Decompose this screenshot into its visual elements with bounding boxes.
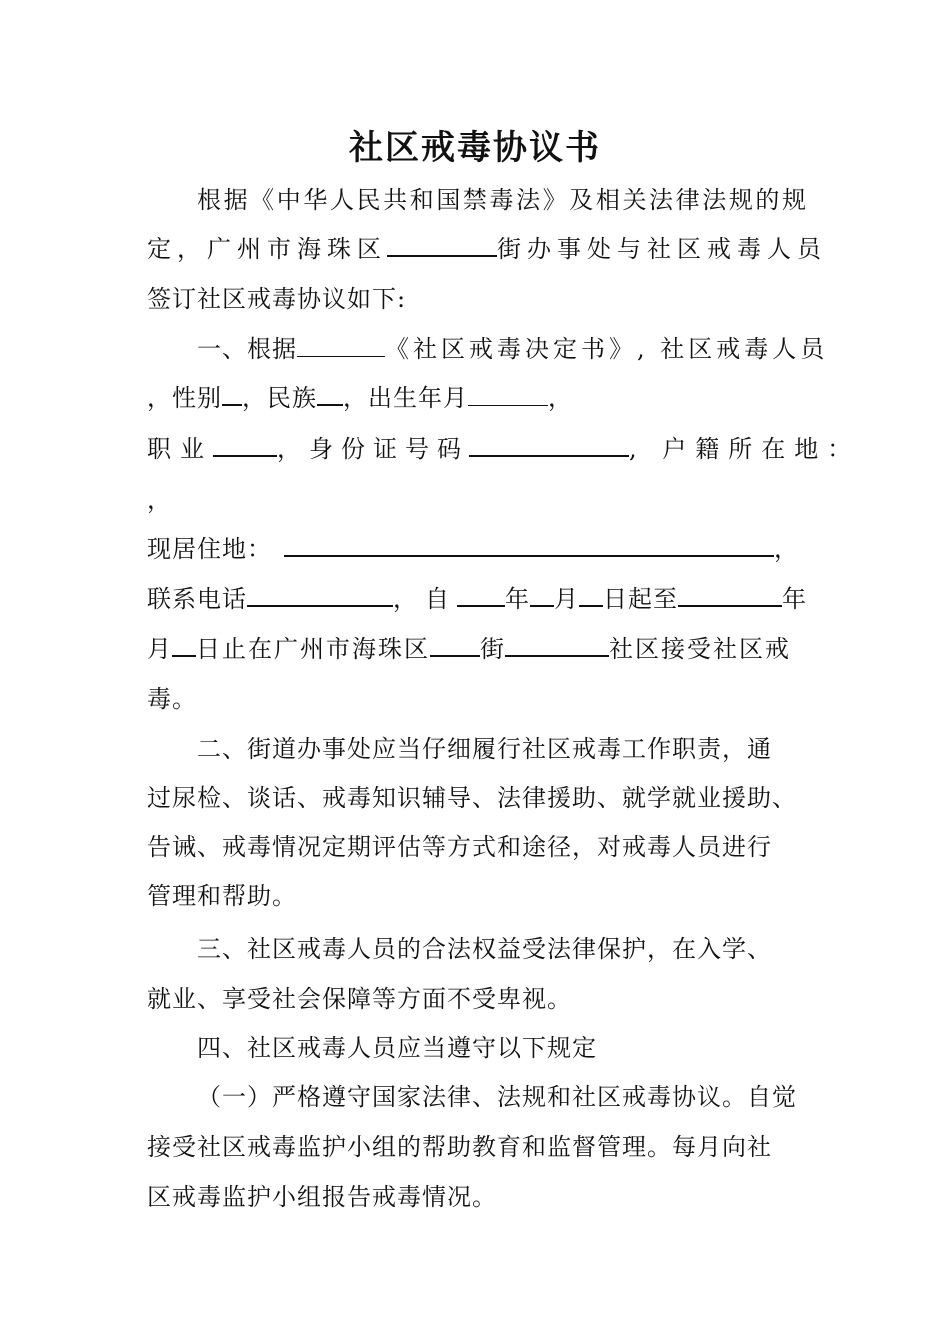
- clause-3-line-1: 三、社区戒毒人员的合法权益受法律保护，在入学、: [197, 935, 772, 963]
- clause-1-line-8: 毒。: [147, 685, 197, 713]
- residence-blank[interactable]: [284, 533, 774, 557]
- sub-clause-1-line-3: 区戒毒监护小组报告戒毒情况。: [147, 1183, 497, 1211]
- clause-1-line-2: ，性别 ，民族 ，出生年月 ，: [147, 384, 573, 412]
- start-year-blank[interactable]: [457, 583, 505, 607]
- clause-2-line-3: 告诫、戒毒情况定期评估等方式和途径，对戒毒人员进行: [147, 833, 772, 861]
- sub-clause-1-line-1: （一）严格遵守国家法律、法规和社区戒毒协议。自觉: [197, 1083, 797, 1111]
- occupation-blank[interactable]: [213, 433, 277, 457]
- clause-4-line-1: 四、社区戒毒人员应当遵守以下规定: [197, 1034, 597, 1062]
- community-blank[interactable]: [505, 633, 609, 657]
- decision-number-blank[interactable]: [297, 334, 385, 357]
- start-day-blank[interactable]: [579, 583, 603, 607]
- end-month-blank[interactable]: [172, 633, 196, 657]
- clause-1-line-7: 月 日止在广州市海珠区 街 社区接受社区戒: [147, 635, 791, 663]
- street-office-blank[interactable]: [387, 233, 497, 257]
- clause-1-line-3: 职业 ，身份证号码 , 户籍所在地：: [147, 435, 861, 463]
- phone-blank[interactable]: [247, 583, 393, 607]
- clause-2-line-4: 管理和帮助。: [147, 882, 297, 910]
- end-year-blank[interactable]: [678, 583, 782, 607]
- birth-date-blank[interactable]: [468, 383, 548, 406]
- end-day-street-blank[interactable]: [430, 633, 480, 657]
- clause-2-line-1: 二、街道办事处应当仔细履行社区戒毒工作职责，通: [197, 735, 772, 763]
- id-number-blank[interactable]: [469, 433, 629, 457]
- sub-clause-1-line-2: 接受社区戒毒监护小组的帮助教育和监督管理。每月向社: [147, 1133, 772, 1161]
- clause-1-line-1: 一、根据 《社区戒毒决定书》, 社区戒毒人员: [197, 335, 829, 363]
- document-title: 社区戒毒协议书: [349, 128, 601, 168]
- start-month-blank[interactable]: [530, 583, 554, 607]
- preamble-line-2: 定，广州市海珠区 街办事处与社区戒毒人员: [147, 235, 827, 263]
- gender-blank[interactable]: [222, 382, 242, 406]
- preamble-line-1: 根据《中华人民共和国禁毒法》及相关法律法规的规: [197, 186, 807, 214]
- preamble-line-3: 签订社区戒毒协议如下:: [147, 285, 407, 313]
- clause-2-line-2: 过尿检、谈话、戒毒知识辅导、法律援助、就学就业援助、: [147, 784, 797, 812]
- clause-1-line-5: 现居住地： ，: [147, 535, 799, 563]
- ethnicity-blank[interactable]: [317, 382, 343, 406]
- clause-1-line-4: ，: [147, 486, 172, 514]
- clause-1-line-6: 联系电话 ，自 年 月 日起至 年: [147, 585, 807, 613]
- clause-3-line-2: 就业、享受社会保障等方面不受卑视。: [147, 985, 572, 1013]
